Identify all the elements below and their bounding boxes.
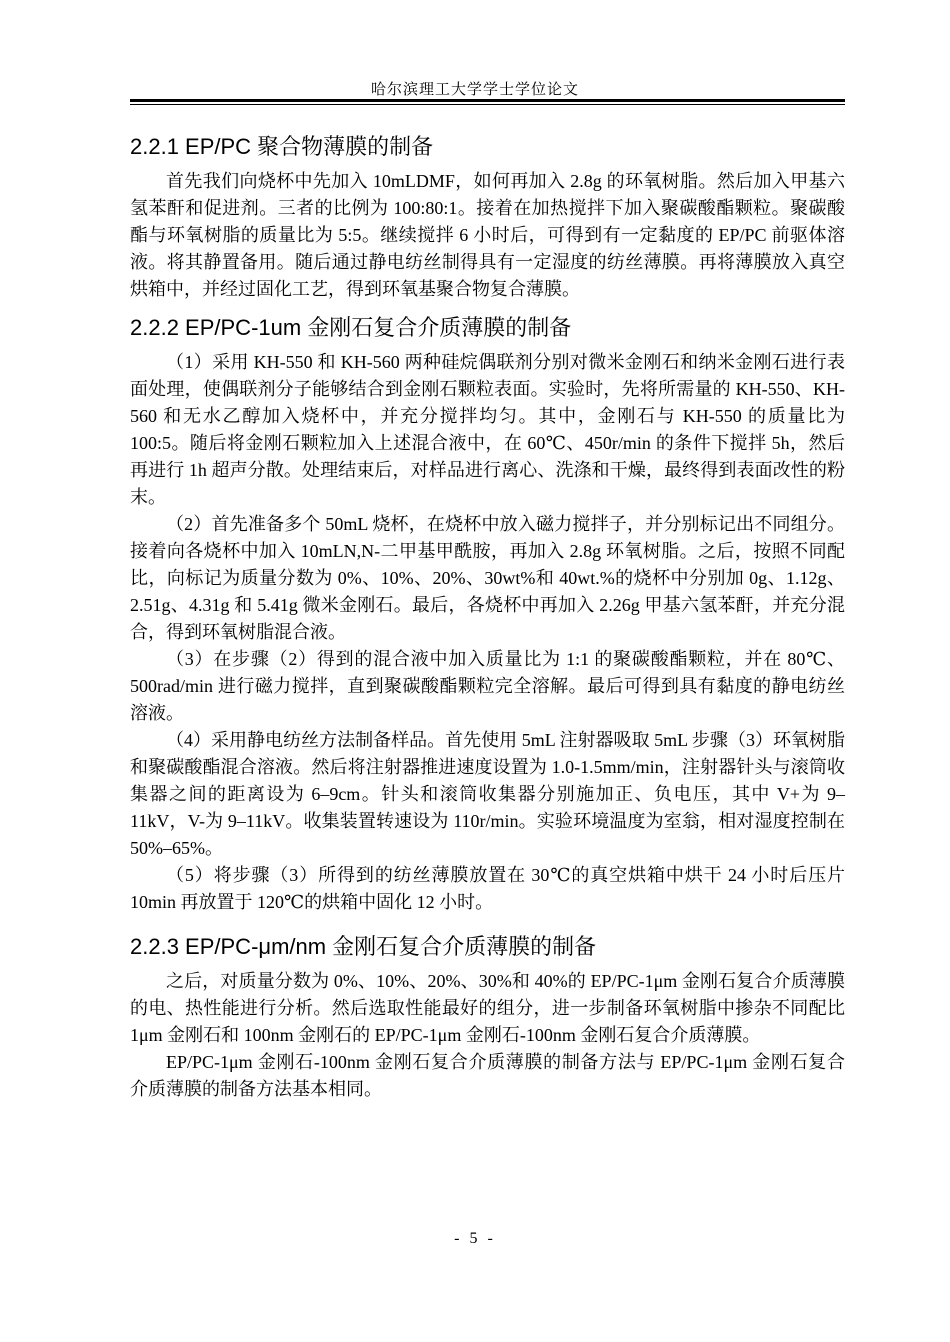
section-heading: 2.2.1 EP/PC 聚合物薄膜的制备 [130,134,434,159]
paragraph: （4）采用静电纺丝方法制备样品。首先使用 5mL 注射器吸取 5mL 步骤（3）环氧树脂和聚碳酸酯混合溶液。然后将注射器推进速度设置为 1.0-1.5mm/min，注射器针头与滚筒收集器之间的距离设为 6–9cm。针头和滚筒收集器分别施加正、负电压，其中 V+为 9–11kV，V-为 9–11kV。收集装置转速设为 110r/min。实验环境温度为室翁，相对湿度控制在 50%–65%。 [130,730,845,858]
paragraph: （1）采用 KH-550 和 KH-560 两种硅烷偶联剂分别对微米金刚石和纳米金刚石进行表面处理，使偶联剂分子能够结合到金刚石颗粒表面。实验时，先将所需量的 KH-550、KH-560 和无水乙醇加入烧杯中，并充分搅拌均匀。其中，金刚石与 KH-550 的质量比为 100:5。随后将金刚石颗粒加入上述混合液中，在 60℃、450r/min 的条件下搅拌 5h，然后再进行 1h 超声分散。处理结束后，对样品进行离心、洗涤和干燥，最终得到表面改性的粉末。 [130,352,845,507]
section-heading: 2.2.3 EP/PC-μm/nm 金刚石复合介质薄膜的制备 [130,934,597,959]
running-header: 哈尔滨理工大学学士学位论文 [370,82,579,98]
section-2-2-3 [130,926,845,1103]
document-body [130,126,845,1103]
paragraph: （3）在步骤（2）得到的混合液中加入质量比为 1:1 的聚碳酸酯颗粒，并在 80℃、500rad/min 进行磁力搅拌，直到聚碳酸酯颗粒完全溶解。最后可得到具有黏度的静电纺丝溶液。 [130,649,845,723]
section-heading: 2.2.2 EP/PC-1um 金刚石复合介质薄膜的制备 [130,315,572,340]
paragraph: 之后，对质量分数为 0%、10%、20%、30%和 40%的 EP/PC-1μm 金刚石复合介质薄膜的电、热性能进行分析。然后选取性能最好的组分，进一步制备环氧树脂中掺杂不同配比 1μm 金刚石和 100nm 金刚石的 EP/PC-1μm 金刚石-100nm 金刚石复合介质薄膜。 [130,971,845,1045]
paragraph: EP/PC-1μm 金刚石-100nm 金刚石复合介质薄膜的制备方法与 EP/PC-1μm 金刚石复合介质薄膜的制备方法基本相同。 [130,1052,845,1099]
paragraph: （5）将步骤（3）所得到的纺丝薄膜放置在 30℃的真空烘箱中烘干 24 小时后压片 10min 再放置于 120℃的烘箱中固化 12 小时。 [130,865,845,912]
section-2-2-2 [130,307,845,916]
header-divider-thin [130,104,845,105]
paragraph: 首先我们向烧杯中先加入 10mLDMF，如何再加入 2.8g 的环氧树脂。然后加入甲基六氢苯酐和促进剂。三者的比例为 100:80:1。接着在加热搅拌下加入聚碳酸酯颗粒。聚碳酸酯与环氧树脂的质量比为 5:5。继续搅拌 6 小时后，可得到有一定黏度的 EP/PC 前驱体溶液。将其静置备用。随后通过静电纺丝制得具有一定湿度的纺丝薄膜。再将薄膜放入真空烘箱中，并经过固化工艺，得到环氧基聚合物复合薄膜。 [130,171,845,299]
paragraph: （2）首先准备多个 50mL 烧杯，在烧杯中放入磁力搅拌子，并分别标记出不同组分。接着向各烧杯中加入 10mLN,N-二甲基甲酰胺，再加入 2.8g 环氧树脂。之后，按照不同配比，向标记为质量分数为 0%、10%、20%、30wt%和 40wt.%的烧杯中分别加 0g、1.12g、2.51g、4.31g 和 5.41g 微米金刚石。最后，各烧杯中再加入 2.26g 甲基六氢苯酐，并充分混合，得到环氧树脂混合液。 [130,514,845,642]
section-2-2-1 [130,126,845,303]
header-divider-thick [130,99,845,102]
page-number: - 5 - [454,1230,496,1247]
